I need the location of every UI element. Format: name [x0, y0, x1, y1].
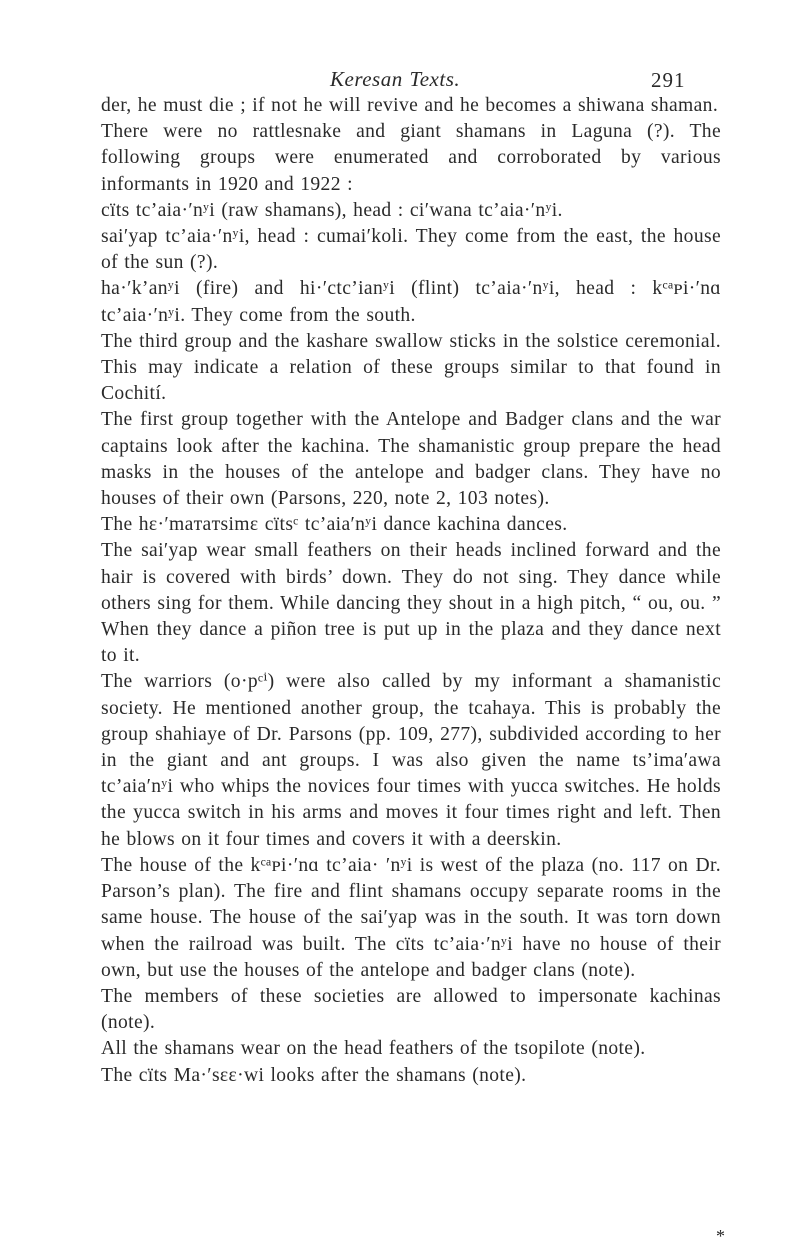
- body-text: [101, 93, 721, 1089]
- paragraph: The hɛ·′maᴛaᴛsimɛ cïtsᶜ tc’aia′nʸi dance kachina dances.: [101, 514, 568, 536]
- paragraph: All the shamans wear on the head feathers of the tsopilote (note).: [101, 1038, 646, 1060]
- paragraph: The cïts Ma·′sɛɛ·wi looks after the shamans (note).: [101, 1064, 527, 1086]
- paragraph: The third group and the kashare swallow sticks in the solstice ceremonial. This may indicate a relation of these groups similar to that found in Cochití.: [101, 330, 721, 405]
- paragraph: There were no rattlesnake and giant shamans in Laguna (?). The following groups were enumerated and corroborated by various informants in 1920 and 1922 :: [101, 121, 721, 195]
- paragraph: der, he must die ; if not he will revive and he becomes a shiwana shaman.: [101, 95, 719, 116]
- paragraph: cïts tc’aia·′nʸi (raw shamans), head : ci′wana tc’aia·′nʸi.: [101, 199, 563, 221]
- paragraph: sai′yap tc’aia·′nʸi, head : cumai′koli. They come from the east, the house of the sun (?).: [101, 226, 721, 274]
- paragraph: ha·′k’anʸi (fire) and hi·′ctc’ianʸi (flint) tc’aia·′nʸi, head : kᶜᵃᴘi·′nɑ tc’aia·′nʸi. They come from the south.: [101, 278, 721, 326]
- paragraph: The first group together with the Antelope and Badger clans and the war captains look after the kachina. The shamanistic group prepare the head masks in the houses of the antelope and badger clans. They have no houses of their own (Parsons, 220, note 2, 103 notes).: [101, 409, 721, 510]
- paragraph: The warriors (o·pᶜⁱ) were also called by my informant a shamanistic society. He mentioned another group, the tcahaya. This is probably the group shahiaye of Dr. Parsons (pp. 109, 277), subdivided according to her in the giant and ant groups. I was also given the name ts’ima′awa tc’aia′nʸi who whips the novices four times with yucca switches. He holds the yucca switch in his arms and moves it four times right and left. Then he blows on it four times and covers it with a deerskin.: [101, 671, 721, 850]
- paragraph: The house of the kᶜᵃᴘi·′nɑ tc’aia· ′nʸi is west of the plaza (no. 117 on Dr. Parson’s plan). The fire and flint shamans occupy separate rooms in the same house. The house of the sai′yap was in the south. It was torn down when the railroad was built. The cïts tc’aia·′nʸi have no house of their own, but use the houses of the antelope and badger clans (note).: [101, 854, 721, 981]
- running-title: Keresan Texts.: [330, 67, 461, 91]
- page-number: 291: [651, 68, 686, 92]
- running-head: [0, 66, 800, 92]
- paragraph: The sai′yap wear small feathers on their heads inclined forward and the hair is covered with birds’ down. They do not sing. They dance while others sing for them. While dancing they shout in a high pitch, “ ou, ou. ” When they dance a piñon tree is put up in the plaza and they dance next to it.: [101, 540, 721, 667]
- footnote-asterisk: *: [716, 1226, 726, 1246]
- paragraph: The members of these societies are allowed to impersonate kachinas (note).: [101, 985, 721, 1034]
